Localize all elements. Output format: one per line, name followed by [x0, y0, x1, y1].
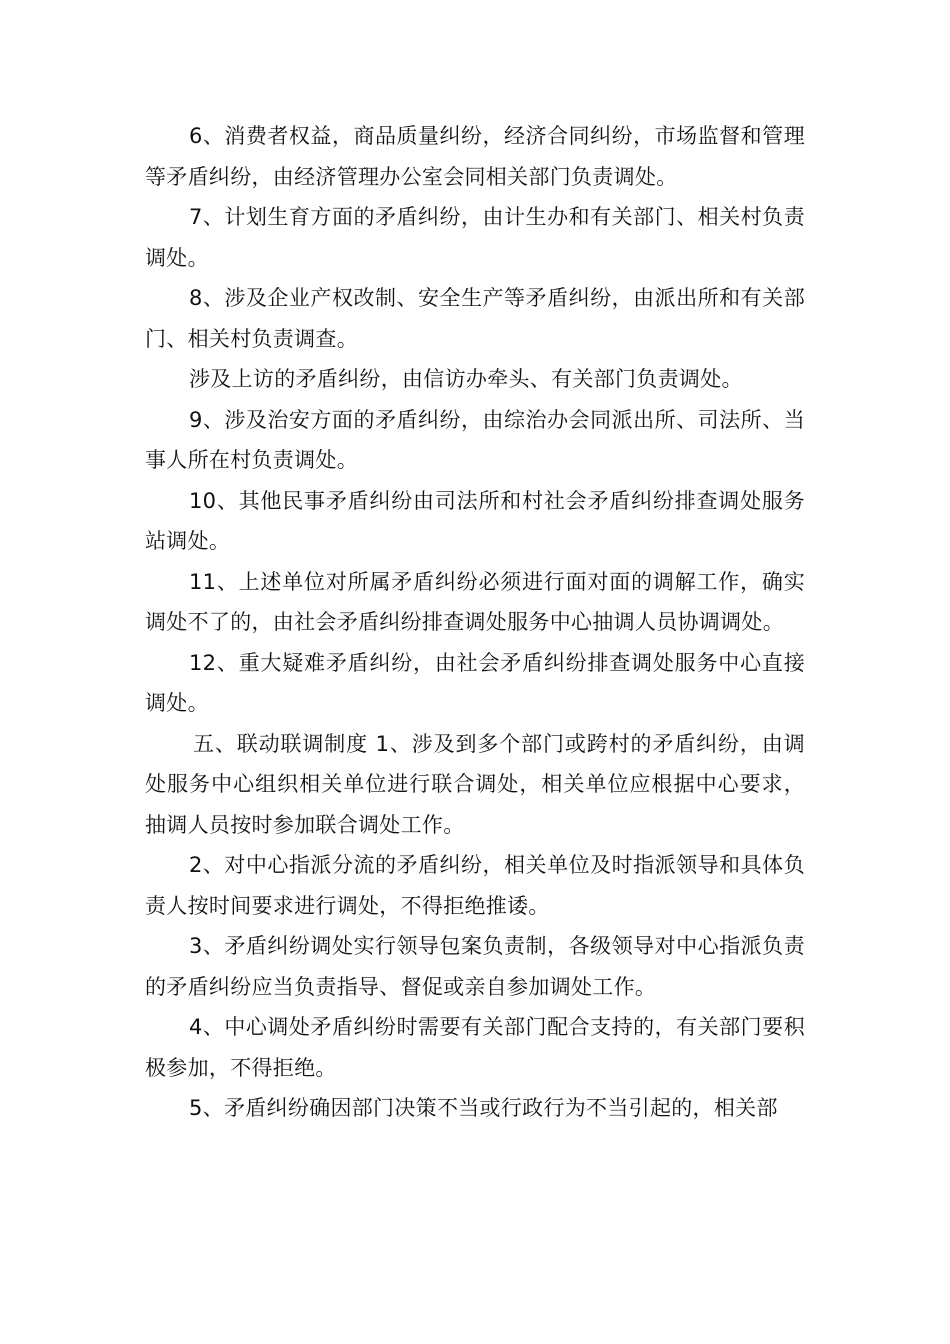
- paragraph-item-9: 9、涉及治安方面的矛盾纠纷，由综治办会同派出所、司法所、当事人所在村负责调处。: [145, 407, 805, 472]
- paragraph-section-5-item-5: 5、矛盾纠纷确因部门决策不当或行政行为不当引起的，相关部: [189, 1096, 778, 1120]
- paragraph-item-10: 10、其他民事矛盾纠纷由司法所和村社会矛盾纠纷排查调处服务站调处。: [145, 488, 805, 553]
- paragraph-section-5-item-2: 2、对中心指派分流的矛盾纠纷，相关单位及时指派领导和具体负责人按时间要求进行调处，不得拒绝推诿。: [145, 853, 805, 918]
- paragraph-section-5-item-3: 3、矛盾纠纷调处实行领导包案负责制，各级领导对中心指派负责的矛盾纠纷应当负责指导、督促或亲自参加调处工作。: [145, 934, 805, 999]
- paragraph-item-7: 7、计划生育方面的矛盾纠纷，由计生办和有关部门、相关村负责调处。: [145, 205, 805, 270]
- paragraph-item-8: 8、涉及企业产权改制、安全生产等矛盾纠纷，由派出所和有关部门、相关村负责调查。: [145, 286, 805, 351]
- document-body: [145, 116, 805, 1129]
- paragraph-item-12: 12、重大疑难矛盾纠纷，由社会矛盾纠纷排查调处服务中心直接调处。: [145, 650, 805, 715]
- paragraph-section-5-item-1: 五、联动联调制度 1、涉及到多个部门或跨村的矛盾纠纷，由调处服务中心组织相关单位进行联合调处，相关单位应根据中心要求，抽调人员按时参加联合调处工作。: [145, 731, 805, 837]
- paragraph-petition: 涉及上访的矛盾纠纷，由信访办牵头、有关部门负责调处。: [189, 367, 743, 391]
- paragraph-item-6: 6、消费者权益，商品质量纠纷，经济合同纠纷，市场监督和管理等矛盾纠纷，由经济管理办公室会同相关部门负责调处。: [145, 124, 805, 189]
- paragraph-item-11: 11、上述单位对所属矛盾纠纷必须进行面对面的调解工作，确实调处不了的，由社会矛盾纠纷排查调处服务中心抽调人员协调调处。: [145, 569, 805, 634]
- paragraph-section-5-item-4: 4、中心调处矛盾纠纷时需要有关部门配合支持的，有关部门要积极参加，不得拒绝。: [145, 1015, 805, 1080]
